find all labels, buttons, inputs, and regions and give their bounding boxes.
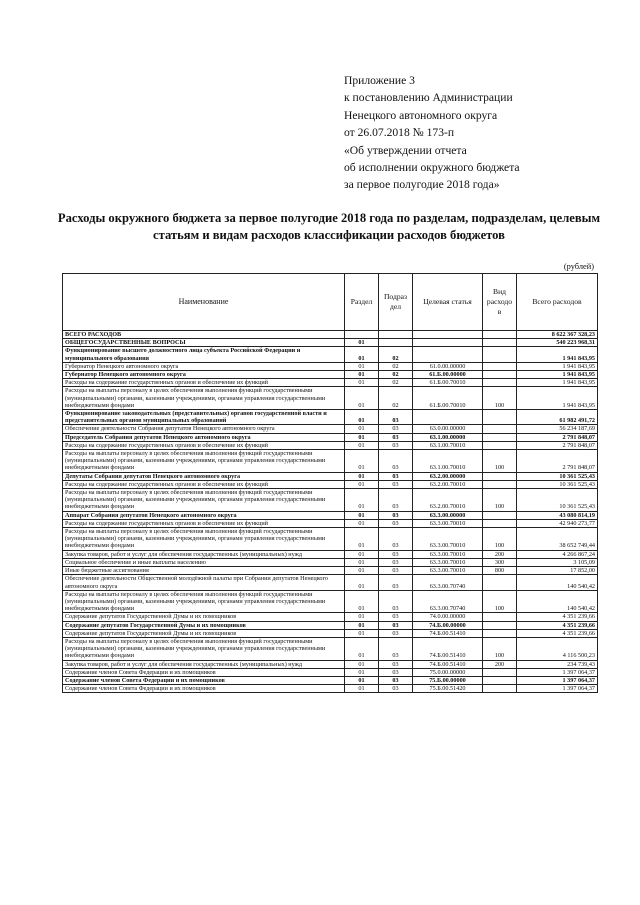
table-row: [63, 472, 598, 480]
cell-target: 63.1.00.70010: [413, 450, 483, 473]
cell-target: 63.3.00.70010: [413, 528, 483, 551]
cell-subsection: 02: [379, 347, 413, 362]
cell-kind: 100: [483, 637, 517, 660]
appendix-line: об исполнении окружного бюджета: [344, 161, 520, 175]
table-row: [63, 528, 598, 551]
cell-kind: [483, 339, 517, 347]
cell-section: 01: [345, 347, 379, 362]
cell-target: 63.1.00.70010: [413, 441, 483, 449]
cell-kind: [483, 511, 517, 519]
cell-kind: [483, 331, 517, 339]
cell-name: Содержание депутатов Государственной Думы и их помощников: [63, 629, 345, 637]
header-total: Всего расходов: [517, 274, 598, 331]
cell-section: 01: [345, 558, 379, 566]
cell-target: 74.Б.00.00000: [413, 621, 483, 629]
cell-total: 234 739,43: [517, 660, 598, 668]
cell-name: Расходы на выплаты персоналу в целях обеспечения выполнения функций государственными (муниципальными) органами, казенными учреждениями, органами управления государственными внебюджетными фондами: [63, 387, 345, 410]
table-row: [63, 629, 598, 637]
cell-section: 01: [345, 637, 379, 660]
cell-total: 2 791 848,07: [517, 441, 598, 449]
cell-target: 74.Б.00.51410: [413, 629, 483, 637]
cell-kind: 100: [483, 450, 517, 473]
table-row: [63, 362, 598, 370]
cell-total: 10 361 525,43: [517, 472, 598, 480]
cell-kind: [483, 621, 517, 629]
cell-total: 2 791 848,07: [517, 433, 598, 441]
cell-name: Расходы на выплаты персоналу в целях обеспечения выполнения функций государственными (муниципальными) органами, казенными учреждениями, органами управления государственными внебюджетными фондами: [63, 489, 345, 512]
cell-name: Содержание депутатов Государственной Думы и их помощников: [63, 613, 345, 621]
cell-kind: [483, 613, 517, 621]
cell-subsection: 03: [379, 511, 413, 519]
cell-target: [413, 331, 483, 339]
cell-name: Содержание членов Совета Федерации и их помощников: [63, 685, 345, 693]
cell-section: 01: [345, 379, 379, 387]
cell-target: 75.Б.00.00000: [413, 676, 483, 684]
cell-kind: 100: [483, 489, 517, 512]
appendix-line: Приложение 3: [344, 74, 415, 87]
cell-target: 61.0.00.00000: [413, 362, 483, 370]
table-row: [63, 558, 598, 566]
appendix-block: [344, 72, 614, 194]
cell-section: 01: [345, 550, 379, 558]
cell-total: 4 351 239,66: [517, 629, 598, 637]
table-row: [63, 480, 598, 488]
cell-section: 01: [345, 511, 379, 519]
cell-subsection: 03: [379, 676, 413, 684]
cell-kind: [483, 685, 517, 693]
cell-total: 4 116 500,23: [517, 637, 598, 660]
cell-name: Закупка товаров, работ и услуг для обеспечения государственных (муниципальных) нужд: [63, 660, 345, 668]
cell-kind: [483, 629, 517, 637]
cell-subsection: 03: [379, 433, 413, 441]
table-body: [63, 331, 598, 693]
cell-total: 2 791 848,07: [517, 450, 598, 473]
cell-target: 74.Б.00.51410: [413, 637, 483, 660]
cell-kind: [483, 371, 517, 379]
table-row: [63, 379, 598, 387]
cell-total: 1 941 843,95: [517, 362, 598, 370]
cell-subsection: 03: [379, 528, 413, 551]
cell-subsection: 03: [379, 637, 413, 660]
cell-target: [413, 410, 483, 425]
cell-total: 1 941 843,95: [517, 371, 598, 379]
cell-name: Расходы на содержание государственных органов и обеспечение их функций: [63, 519, 345, 527]
budget-table: [62, 273, 598, 693]
cell-target: 63.3.00.00000: [413, 511, 483, 519]
cell-total: 10 361 525,43: [517, 489, 598, 512]
cell-section: 01: [345, 441, 379, 449]
cell-subsection: 03: [379, 472, 413, 480]
cell-subsection: 03: [379, 550, 413, 558]
cell-subsection: 03: [379, 629, 413, 637]
cell-name: ОБЩЕГОСУДАРСТВЕННЫЕ ВОПРОСЫ: [63, 339, 345, 347]
cell-kind: [483, 575, 517, 590]
cell-target: 63.3.00.70740: [413, 575, 483, 590]
cell-subsection: 03: [379, 480, 413, 488]
cell-target: 63.1.00.00000: [413, 433, 483, 441]
cell-total: 38 652 749,44: [517, 528, 598, 551]
cell-kind: [483, 441, 517, 449]
table-row: [63, 575, 598, 590]
cell-kind: 800: [483, 567, 517, 575]
cell-total: 1 941 843,95: [517, 379, 598, 387]
cell-name: Расходы на содержание государственных органов и обеспечение их функций: [63, 480, 345, 488]
cell-subsection: 03: [379, 425, 413, 433]
cell-kind: [483, 433, 517, 441]
cell-total: 4 351 239,66: [517, 613, 598, 621]
cell-total: 43 080 814,19: [517, 511, 598, 519]
cell-section: 01: [345, 590, 379, 613]
table-row: [63, 339, 598, 347]
table-row: [63, 387, 598, 410]
cell-subsection: 03: [379, 558, 413, 566]
cell-kind: [483, 480, 517, 488]
cell-subsection: 03: [379, 441, 413, 449]
table-row: [63, 685, 598, 693]
cell-target: 63.2.00.00000: [413, 472, 483, 480]
table-row: [63, 668, 598, 676]
cell-target: 63.2.00.70010: [413, 489, 483, 512]
cell-total: 42 940 273,77: [517, 519, 598, 527]
cell-name: Расходы на содержание государственных органов и обеспечение их функций: [63, 441, 345, 449]
cell-total: 8 622 367 328,23: [517, 331, 598, 339]
cell-kind: [483, 425, 517, 433]
table-row: [63, 433, 598, 441]
cell-kind: [483, 472, 517, 480]
cell-total: 1 397 064,37: [517, 685, 598, 693]
cell-name: Депутаты Собрания депутатов Ненецкого автономного округа: [63, 472, 345, 480]
cell-subsection: 03: [379, 410, 413, 425]
cell-subsection: 03: [379, 567, 413, 575]
cell-subsection: 03: [379, 590, 413, 613]
cell-section: 01: [345, 685, 379, 693]
cell-target: 61.Б.00.70010: [413, 387, 483, 410]
cell-target: 63.3.00.70010: [413, 519, 483, 527]
cell-total: 140 540,42: [517, 590, 598, 613]
cell-section: 01: [345, 528, 379, 551]
table-row: [63, 331, 598, 339]
cell-section: 01: [345, 621, 379, 629]
cell-total: 4 266 867,24: [517, 550, 598, 558]
document-title: [40, 210, 618, 244]
cell-target: 61.Б.00.00000: [413, 371, 483, 379]
table-row: [63, 660, 598, 668]
cell-target: 75.0.00.00000: [413, 668, 483, 676]
cell-section: 01: [345, 362, 379, 370]
document-title-line: статьям и видам расходов классификации расходов бюджетов: [153, 228, 505, 242]
cell-name: Функционирование законодательных (представительных) органов государственной власти и представительных органов муниципальных образований: [63, 410, 345, 425]
cell-target: [413, 339, 483, 347]
cell-name: ВСЕГО РАСХОДОВ: [63, 331, 345, 339]
cell-name: Содержание членов Совета Федерации и их помощников: [63, 676, 345, 684]
cell-name: Расходы на выплаты персоналу в целях обеспечения выполнения функций государственными (муниципальными) органами, казенными учреждениями, органами управления государственными внебюджетными фондами: [63, 590, 345, 613]
cell-section: 01: [345, 660, 379, 668]
table-row: [63, 347, 598, 362]
cell-name: Содержание членов Совета Федерации и их помощников: [63, 668, 345, 676]
cell-subsection: 03: [379, 575, 413, 590]
cell-section: 01: [345, 575, 379, 590]
table-row: [63, 441, 598, 449]
cell-subsection: 02: [379, 379, 413, 387]
table-row: [63, 511, 598, 519]
cell-name: Содержание депутатов Государственной Думы и их помощников: [63, 621, 345, 629]
table-row: [63, 590, 598, 613]
cell-name: Расходы на выплаты персоналу в целях обеспечения выполнения функций государственными (муниципальными) органами, казенными учреждениями, органами управления государственными внебюджетными фондами: [63, 637, 345, 660]
cell-name: Расходы на выплаты персоналу в целях обеспечения выполнения функций государственными (муниципальными) органами, казенными учреждениями, органами управления государственными внебюджетными фондами: [63, 450, 345, 473]
cell-kind: 300: [483, 558, 517, 566]
header-subsection: Подраз дел: [379, 274, 413, 331]
table-row: [63, 613, 598, 621]
header-target: Целевая статья: [413, 274, 483, 331]
cell-section: 01: [345, 519, 379, 527]
cell-section: 01: [345, 489, 379, 512]
units-label: (рублей): [563, 262, 594, 271]
cell-total: 10 361 525,43: [517, 480, 598, 488]
document-title-line: Расходы окружного бюджета за первое полугодие 2018 года по разделам, подразделам, целевым: [57, 211, 601, 225]
cell-subsection: [379, 339, 413, 347]
cell-name: Расходы на содержание государственных органов и обеспечение их функций: [63, 379, 345, 387]
cell-name: Обеспечение деятельности Собрания депутатов Ненецкого автономного округа: [63, 425, 345, 433]
cell-target: [413, 347, 483, 362]
cell-subsection: 03: [379, 519, 413, 527]
cell-kind: [483, 379, 517, 387]
cell-total: 3 105,09: [517, 558, 598, 566]
table-row: [63, 410, 598, 425]
table-row: [63, 637, 598, 660]
table-row: [63, 676, 598, 684]
cell-total: 4 351 239,66: [517, 621, 598, 629]
cell-name: Закупка товаров, работ и услуг для обеспечения государственных (муниципальных) нужд: [63, 550, 345, 558]
header-section: Раздел: [345, 274, 379, 331]
cell-subsection: 03: [379, 450, 413, 473]
cell-section: 01: [345, 433, 379, 441]
cell-total: 1 397 064,37: [517, 668, 598, 676]
cell-subsection: 03: [379, 489, 413, 512]
table-row: [63, 371, 598, 379]
cell-subsection: [379, 331, 413, 339]
cell-section: 01: [345, 567, 379, 575]
cell-total: 1 397 064,37: [517, 676, 598, 684]
cell-kind: [483, 347, 517, 362]
appendix-line: Ненецкого автономного округа: [344, 108, 498, 122]
cell-subsection: 03: [379, 685, 413, 693]
cell-section: [345, 331, 379, 339]
cell-total: 61 982 491,72: [517, 410, 598, 425]
cell-target: 61.Б.00.70010: [413, 379, 483, 387]
cell-section: 01: [345, 410, 379, 425]
cell-target: 63.3.00.70010: [413, 567, 483, 575]
cell-name: Председатель Собрания депутатов Ненецкого автономного округа: [63, 433, 345, 441]
header-kind: Вид расходо в: [483, 274, 517, 331]
cell-total: 1 941 843,95: [517, 347, 598, 362]
cell-kind: [483, 519, 517, 527]
table-row: [63, 519, 598, 527]
cell-target: 74.0.00.00000: [413, 613, 483, 621]
cell-target: 74.Б.00.51410: [413, 660, 483, 668]
table-row: [63, 550, 598, 558]
cell-subsection: 03: [379, 613, 413, 621]
cell-name: Социальное обеспечение и иные выплаты населению: [63, 558, 345, 566]
cell-section: 01: [345, 387, 379, 410]
cell-name: Иные бюджетные ассигнования: [63, 567, 345, 575]
cell-name: Функционирование высшего должностного лица субъекта Российской Федерации и муниципального образования: [63, 347, 345, 362]
cell-section: 01: [345, 613, 379, 621]
cell-subsection: 03: [379, 621, 413, 629]
cell-name: Губернатор Ненецкого автономного округа: [63, 371, 345, 379]
cell-target: 63.3.00.70740: [413, 590, 483, 613]
table-row: [63, 489, 598, 512]
cell-kind: 100: [483, 387, 517, 410]
cell-section: 01: [345, 425, 379, 433]
cell-section: 01: [345, 668, 379, 676]
cell-kind: [483, 362, 517, 370]
cell-subsection: 02: [379, 387, 413, 410]
cell-section: 01: [345, 339, 379, 347]
cell-subsection: 03: [379, 660, 413, 668]
cell-total: 1 941 843,95: [517, 387, 598, 410]
cell-kind: 100: [483, 528, 517, 551]
cell-name: Аппарат Собрания депутатов Ненецкого автономного округа: [63, 511, 345, 519]
appendix-line: «Об утверждении отчета: [344, 143, 467, 157]
table-row: [63, 425, 598, 433]
cell-subsection: 02: [379, 362, 413, 370]
cell-kind: 100: [483, 590, 517, 613]
table-header-row: [63, 274, 598, 331]
cell-subsection: 02: [379, 371, 413, 379]
cell-section: 01: [345, 480, 379, 488]
cell-subsection: 03: [379, 668, 413, 676]
cell-kind: [483, 668, 517, 676]
cell-target: 63.2.00.70010: [413, 480, 483, 488]
cell-kind: [483, 410, 517, 425]
appendix-line: от 26.07.2018 № 173-п: [344, 126, 455, 140]
cell-kind: [483, 676, 517, 684]
cell-name: Губернатор Ненецкого автономного округа: [63, 362, 345, 370]
cell-name: Обеспечение деятельности Общественной молодёжной палаты при Собрании депутатов Ненецкого автономного округа: [63, 575, 345, 590]
header-name: Наименование: [63, 274, 345, 331]
table-row: [63, 567, 598, 575]
cell-target: 63.0.00.00000: [413, 425, 483, 433]
cell-target: 63.3.00.70010: [413, 558, 483, 566]
table-row: [63, 621, 598, 629]
cell-kind: 200: [483, 660, 517, 668]
cell-name: Расходы на выплаты персоналу в целях обеспечения выполнения функций государственными (муниципальными) органами, казенными учреждениями, органами управления государственными внебюджетными фондами: [63, 528, 345, 551]
cell-section: 01: [345, 450, 379, 473]
cell-total: 17 852,00: [517, 567, 598, 575]
table-row: [63, 450, 598, 473]
appendix-line: за первое полугодие 2018 года»: [344, 178, 500, 192]
cell-section: 01: [345, 472, 379, 480]
cell-target: 75.Б.00.51420: [413, 685, 483, 693]
cell-target: 63.3.00.70010: [413, 550, 483, 558]
cell-kind: 200: [483, 550, 517, 558]
appendix-line: к постановлению Администрации: [344, 91, 513, 105]
cell-total: 540 223 968,31: [517, 339, 598, 347]
cell-total: 56 234 187,69: [517, 425, 598, 433]
cell-section: 01: [345, 676, 379, 684]
cell-total: 140 540,42: [517, 575, 598, 590]
cell-section: 01: [345, 629, 379, 637]
cell-section: 01: [345, 371, 379, 379]
